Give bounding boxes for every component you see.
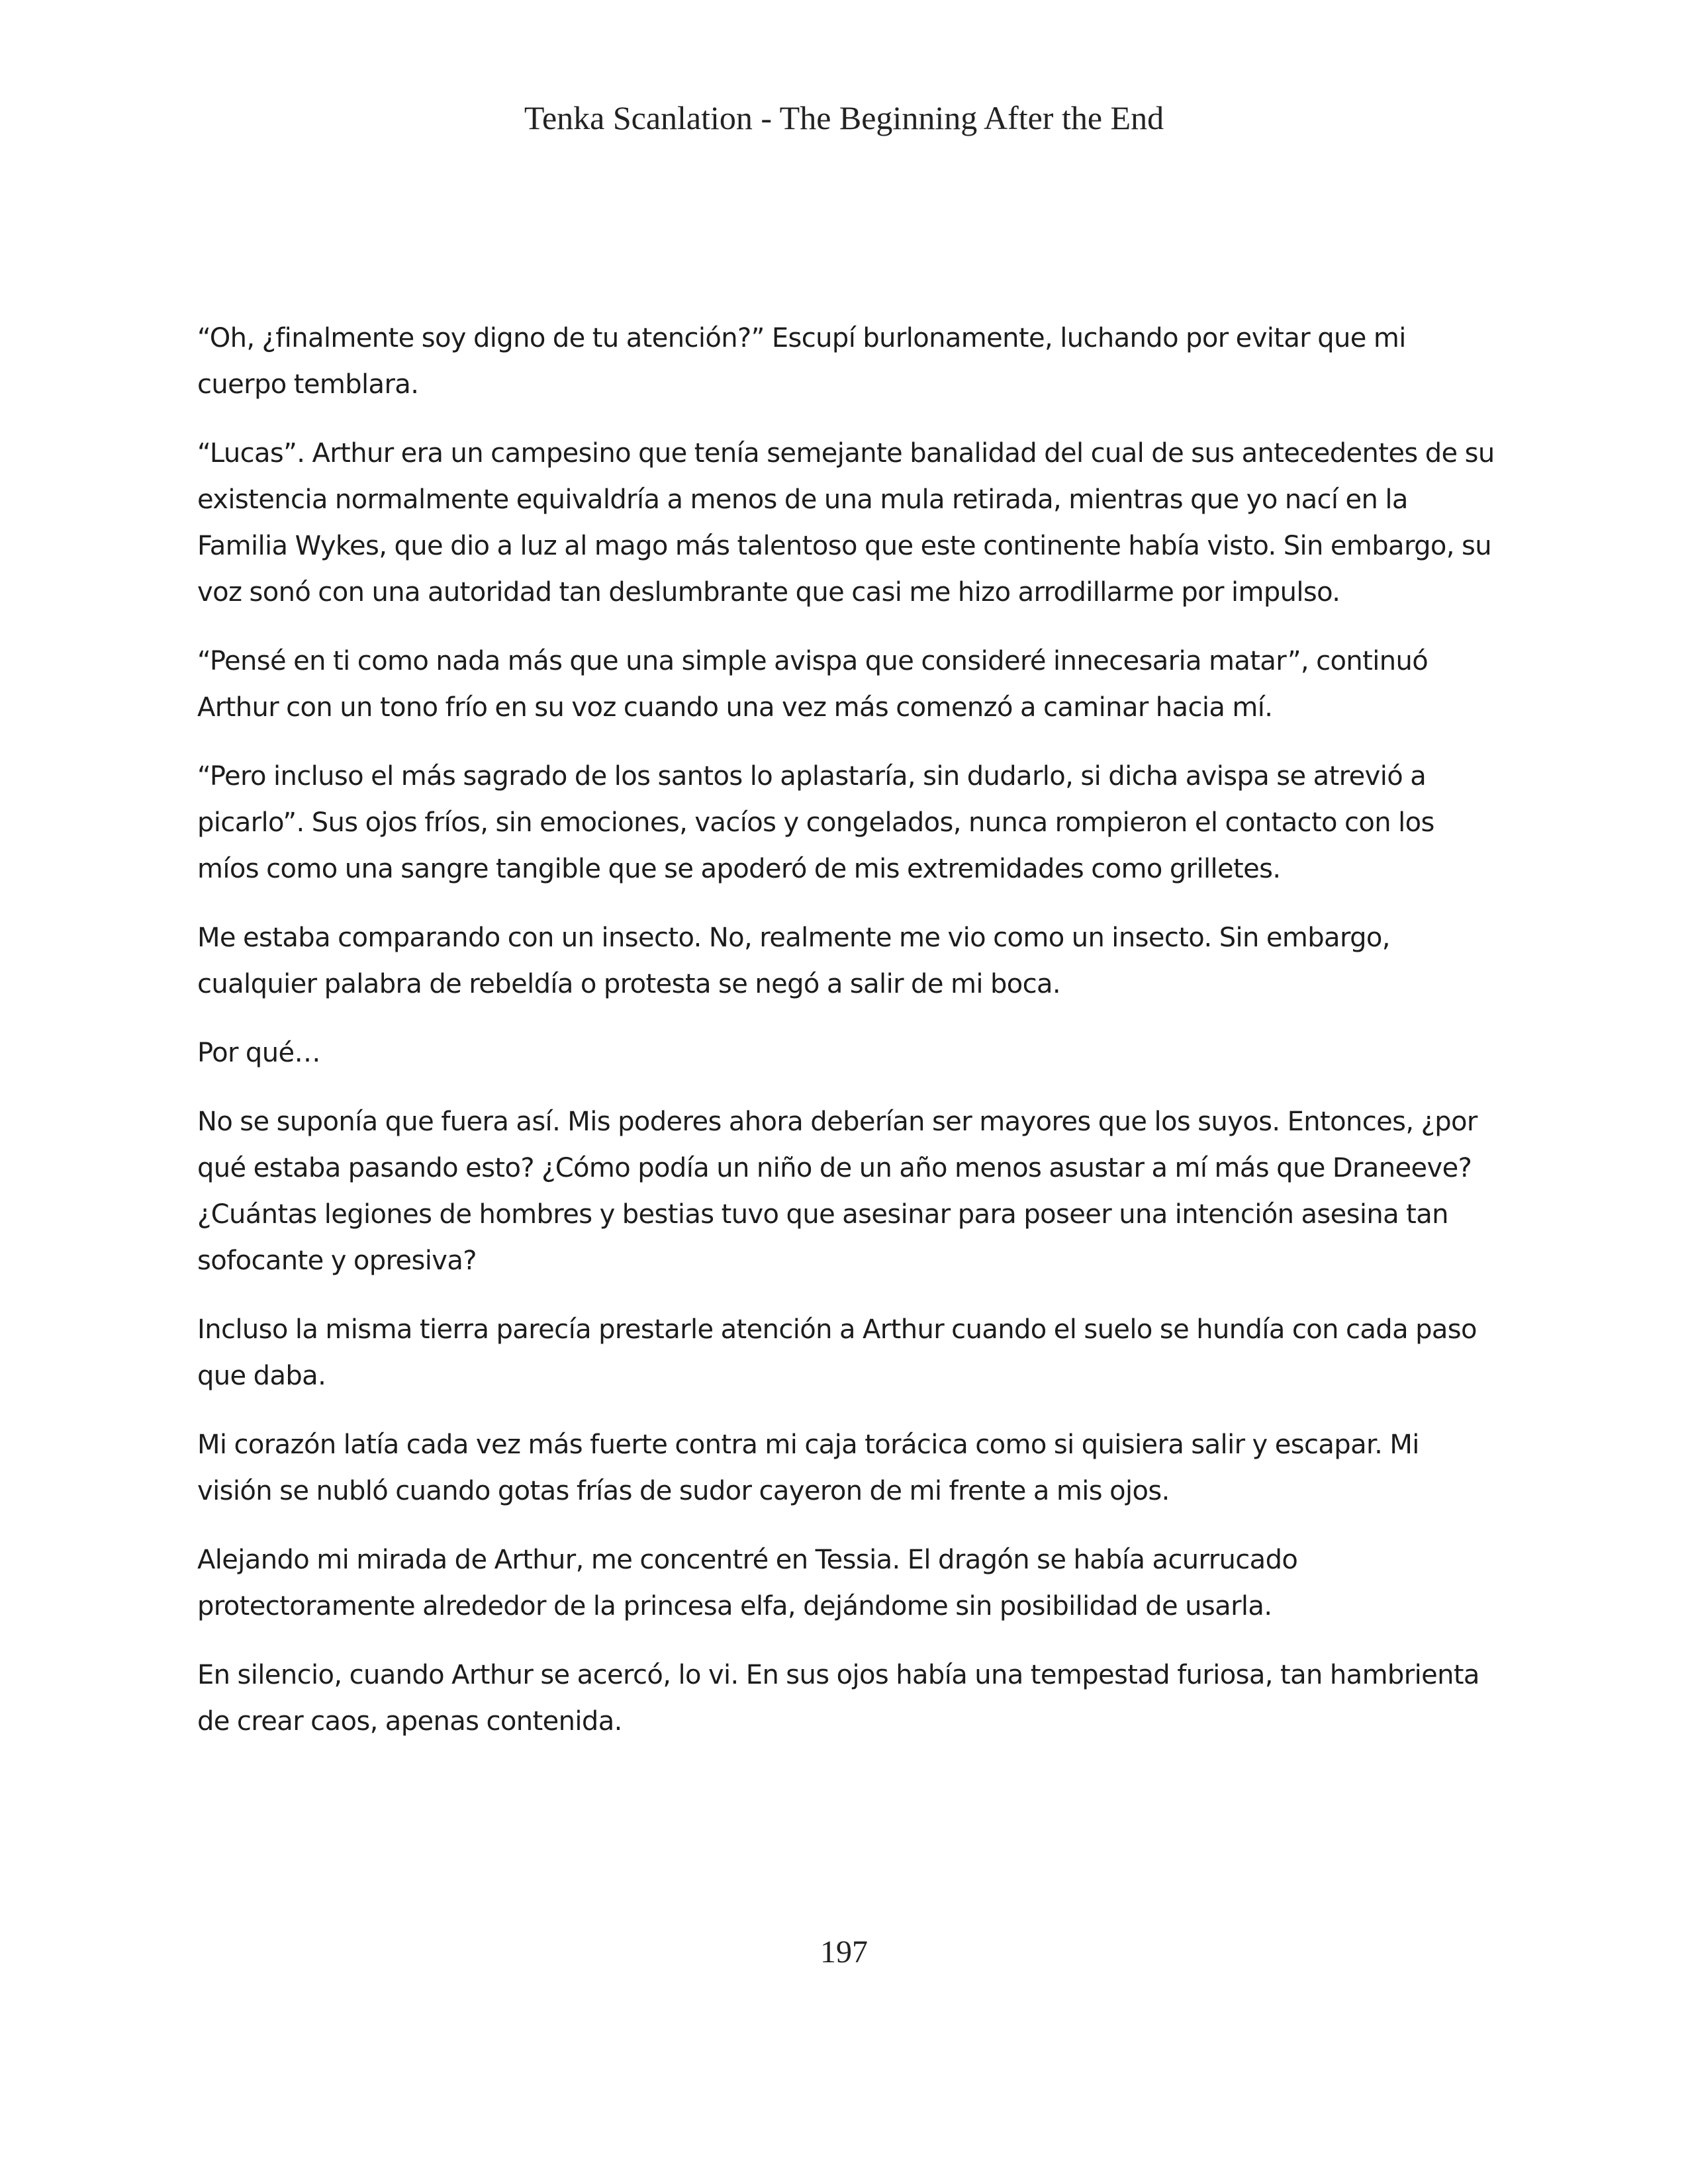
paragraph: “Pero incluso el más sagrado de los santos lo aplastaría, sin dudarlo, si dicha avispa se atrevió a picarlo”. Sus ojos fríos, sin emociones, vacíos y congelados, nunca rompieron el contacto con los míos como una sangre tangible que se apoderó de mis extremidades como grilletes. — [197, 761, 1434, 884]
paragraph: Por qué… — [197, 1038, 320, 1068]
paragraph: “Oh, ¿finalmente soy digno de tu atención?” Escupí burlonamente, luchando por evitar que mi cuerpo temblara. — [197, 323, 1406, 400]
paragraph: Me estaba comparando con un insecto. No, realmente me vio como un insecto. Sin embargo, cualquier palabra de rebeldía o protesta se negó a salir de mi boca. — [197, 923, 1390, 999]
paragraph: Alejando mi mirada de Arthur, me concentré en Tessia. El dragón se había acurrucado protectoramente alrededor de la princesa elfa, dejándome sin posibilidad de usarla. — [197, 1545, 1298, 1621]
paragraph: No se suponía que fuera así. Mis poderes ahora deberían ser mayores que los suyos. Entonces, ¿por qué estaba pasando esto? ¿Cómo podía un niño de un año menos asustar a mí más que Draneeve? ¿Cuántas legiones de hombres y bestias tuvo que asesinar para poseer una intención asesina tan sofocante y opresiva? — [197, 1107, 1477, 1276]
paragraph: “Pensé en ti como nada más que una simple avispa que consideré innecesaria matar”, continuó Arthur con un tono frío en su voz cuando una vez más comenzó a caminar hacia mí. — [197, 646, 1429, 723]
paragraph: Incluso la misma tierra parecía prestarle atención a Arthur cuando el suelo se hundía con cada paso que daba. — [197, 1314, 1477, 1391]
paragraph: En silencio, cuando Arthur se acercó, lo vi. En sus ojos había una tempestad furiosa, tan hambrienta de crear caos, apenas contenida. — [197, 1660, 1479, 1737]
paragraph: “Lucas”. Arthur era un campesino que tenía semejante banalidad del cual de sus antecedentes de su existencia normalmente equivaldría a menos de una mula retirada, mientras que yo nací en la Familia Wykes, que dio a luz al mago más talentoso que este continente había visto. Sin embargo, su voz sonó con una autoridad tan deslumbrante que casi me hizo arrodillarme por impulso. — [197, 438, 1495, 608]
chapter-text — [197, 315, 1495, 1767]
page-number: 197 — [820, 1934, 868, 1970]
page-header: Tenka Scanlation - The Beginning After the End — [524, 99, 1164, 136]
paragraph: Mi corazón latía cada vez más fuerte contra mi caja torácica como si quisiera salir y escapar. Mi visión se nubló cuando gotas frías de sudor cayeron de mi frente a mis ojos. — [197, 1430, 1419, 1506]
